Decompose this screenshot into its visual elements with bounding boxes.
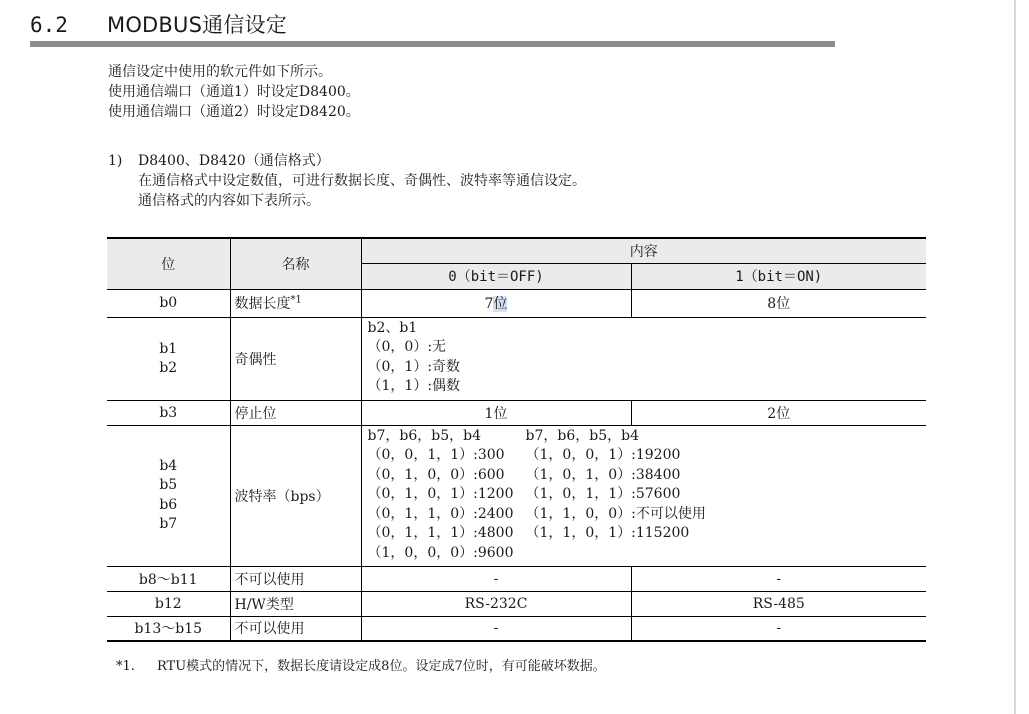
section-number: 6.2 [30,13,68,37]
intro-line: 通信设定中使用的软元件如下所示。 [108,64,332,80]
cell-name: 不可以使用 [230,566,361,591]
text-selection: 位 [493,296,508,312]
cell-one: - [631,616,926,641]
cell-name: H/W类型 [230,591,361,616]
footnote [116,655,606,674]
header-one: 1（bit＝ON) [631,263,926,289]
item-line: 在通信格式中设定数值，可进行数据长度、奇偶性、波特率等通信设定。 [138,173,586,189]
header-zero: 0（bit＝OFF) [361,263,631,289]
page-edge [1014,0,1016,714]
cell-zero: - [361,566,631,591]
cell-bit: b3 [107,400,230,425]
footnote-ref: *1 [290,294,302,306]
item-line: 通信格式的内容如下表所示。 [138,193,320,209]
table-row [107,566,926,591]
cell-name: 停止位 [230,400,361,425]
header-name: 名称 [230,238,361,289]
cell-zero: - [361,616,631,641]
cell-bit: b4 b5 b6 b7 [107,425,230,566]
cell-bit: b12 [107,591,230,616]
table-row [107,317,926,400]
table-row [107,591,926,616]
intro-line: 使用通信端口（通道2）时设定D8420。 [108,104,360,120]
item-number: 1) [108,153,123,169]
communication-format-table [107,237,926,642]
footnote-text: RTU模式的情况下，数据长度请设定成8位。设定成7位时，有可能破坏数据。 [157,659,606,674]
intro-line: 使用通信端口（通道1）时设定D8400。 [108,84,360,100]
cell-bit: b0 [107,289,230,317]
cell-one: - [631,566,926,591]
item-1 [108,151,586,211]
cell-bit: b1 b2 [107,317,230,400]
cell-content: b7，b6，b5，b4 （0，0，1，1）:300 （0，1，0，0）:600 （0，1，0，1）:1200 （0，1，1，0）:2400 （0，1，1，1）:4800 （1，0，0，0）:9600 b7，b6，b5，b4 （1，0，0，1）:19200 （1，0，1，0）:38400 （1，0，1，1）:57600 （1，1，0，0）:不可以使用 （1，1，0，1）:115200 [361,425,926,566]
cell-name: 数据长度$^{*1}$ [230,289,361,317]
table-row [107,400,926,425]
section-title: MODBUS通信设定 [107,13,287,37]
table-row [107,289,926,317]
cell-one: 2位 [631,400,926,425]
header-content: 内容 [361,238,926,263]
cell-one: RS-485 [631,591,926,616]
cell-name: 不可以使用 [230,616,361,641]
footnote-mark: *1. [116,659,135,674]
cell-bit: b8～b11 [107,566,230,591]
item-title: D8400、D8420（通信格式） [138,153,330,169]
header-bit: 位 [107,238,230,289]
section-heading [30,9,287,39]
cell-zero: 1位 [361,400,631,425]
cell-one: 8位 [631,289,926,317]
cell-bit: b13～b15 [107,616,230,641]
cell-zero: RS-232C [361,591,631,616]
table-row [107,425,926,566]
cell-zero: 7位 [361,289,631,317]
cell-content: b2、b1 （0，0）:无 （0，1）:奇数 （1，1）:偶数 [361,317,926,400]
table-row [107,616,926,641]
intro-text [108,62,360,122]
cell-name: 奇偶性 [230,317,361,400]
cell-name: 波特率（bps） [230,425,361,566]
heading-rule [30,41,835,47]
